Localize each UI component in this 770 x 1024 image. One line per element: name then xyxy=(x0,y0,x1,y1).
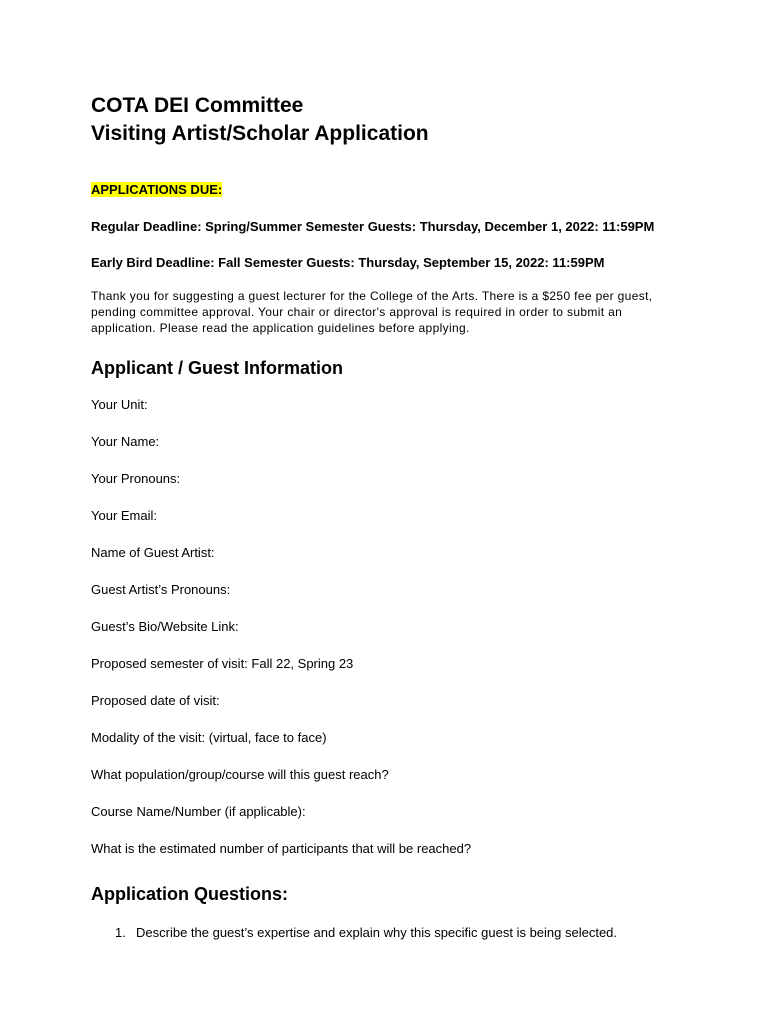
field-your-name: Your Name: xyxy=(91,434,160,449)
applicant-section-heading: Applicant / Guest Information xyxy=(91,358,344,378)
field-your-pronouns: Your Pronouns: xyxy=(91,471,181,486)
title-line-application: Visiting Artist/Scholar Application xyxy=(91,122,429,145)
question-item xyxy=(91,924,691,941)
field-visit-modality: Modality of the visit: (virtual, face to face) xyxy=(91,730,327,745)
questions-section-heading: Application Questions: xyxy=(91,884,289,904)
question-text: Describe the guest’s expertise and explain why this specific guest is being selected. xyxy=(136,925,618,940)
field-proposed-date: Proposed date of visit: xyxy=(91,693,220,708)
document-page xyxy=(91,92,691,941)
field-guest-bio-link: Guest’s Bio/Website Link: xyxy=(91,619,239,634)
question-number: 1. xyxy=(115,925,126,940)
questions-list xyxy=(91,924,691,941)
field-population-reach: What population/group/course will this guest reach? xyxy=(91,767,389,782)
field-proposed-semester: Proposed semester of visit: Fall 22, Spring 23 xyxy=(91,656,354,671)
applications-due-label xyxy=(91,181,691,199)
title-line-committee: COTA DEI Committee xyxy=(91,94,304,117)
document-title xyxy=(91,92,691,148)
field-participant-count: What is the estimated number of participants that will be reached? xyxy=(91,841,472,856)
applicant-fields-list xyxy=(91,396,691,857)
field-guest-pronouns: Guest Artist’s Pronouns: xyxy=(91,582,231,597)
highlighted-due-text: APPLICATIONS DUE: xyxy=(91,182,223,197)
early-bird-deadline: Early Bird Deadline: Fall Semester Guests: Thursday, September 15, 2022: 11:59PM xyxy=(91,255,605,270)
field-your-unit: Your Unit: xyxy=(91,397,148,412)
field-guest-name: Name of Guest Artist: xyxy=(91,545,215,560)
regular-deadline: Regular Deadline: Spring/Summer Semester Guests: Thursday, December 1, 2022: 11:59PM xyxy=(91,219,655,234)
field-course-name: Course Name/Number (if applicable): xyxy=(91,804,306,819)
field-your-email: Your Email: xyxy=(91,508,157,523)
intro-paragraph: Thank you for suggesting a guest lecturer for the College of the Arts. There is a $250 fee per guest, pending committee approval. Your chair or director's approval is required in order to submit an application. Please read the application guidelines before applying. xyxy=(91,289,653,335)
